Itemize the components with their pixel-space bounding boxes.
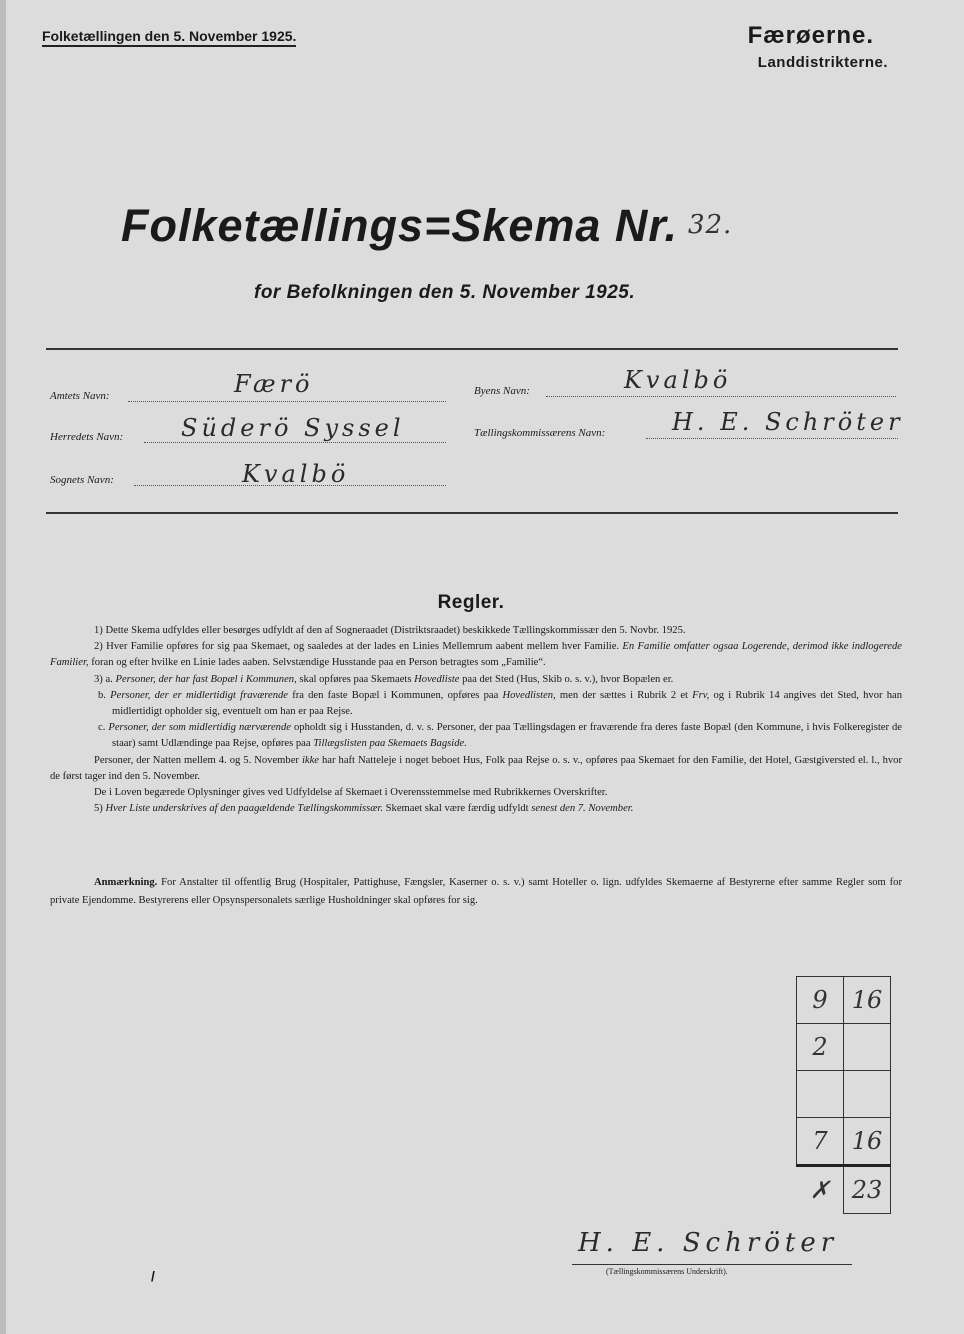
- rule-3c: [50, 720, 902, 752]
- rule-5: [50, 801, 902, 817]
- by-value: Kvalbö: [624, 366, 732, 394]
- herred-field: [50, 431, 123, 443]
- amt-label: Amtets Navn:: [50, 390, 110, 402]
- rule-3b-text: fra den faste Bopæl i Kommunen, opføres paa: [288, 689, 503, 701]
- rule-3a-hovedliste: Hovedliste: [414, 673, 460, 685]
- tally-row: [797, 1071, 891, 1118]
- signature-caption: (Tællingskommissærens Underskrift).: [606, 1267, 728, 1276]
- herred-value: Süderö Syssel: [181, 414, 405, 442]
- rule-3b-frv: Frv,: [692, 689, 710, 701]
- rule-3a-emphasis: Personer, der har fast Bopæl i Kommunen,: [115, 673, 297, 685]
- kommissaer-label: Tællingskommissærens Navn:: [474, 427, 606, 439]
- rule-loven: De i Loven begærede Oplysninger gives ved Udfyldelse af Skemaet i Overensstemmelse med Rubrikkernes Overskrifter.: [94, 787, 608, 799]
- census-date-header: Folketællingen den 5. November 1925.: [42, 28, 296, 47]
- region-header: [747, 22, 888, 71]
- rule-3b-text-end: og i Rubrik 14 angives det Sted, hvor han midlertidigt opholder sig, eventuelt om han er paa Rejse.: [112, 689, 903, 718]
- rule-3c-emphasis: Personer, der som midlertidig nærværende: [108, 722, 291, 734]
- rule-4: [50, 753, 902, 785]
- sogn-label: Sognets Navn:: [50, 474, 114, 486]
- rule-3a-text-end: paa det Sted (Hus, Skib o. s. v.), hvor Bopælen er.: [459, 673, 674, 685]
- tally-cell: [844, 1024, 891, 1071]
- amt-value: Færö: [234, 370, 314, 398]
- region-name: Færøerne.: [747, 22, 874, 49]
- rule-5-deadline: senest den 7. November.: [531, 803, 634, 815]
- kommissaer-field: [474, 427, 605, 439]
- bottom-divider: [46, 512, 898, 514]
- tally-cell: 7: [797, 1118, 844, 1166]
- herred-line: [144, 442, 446, 443]
- rule-3b-hovedlisten: Hovedlisten,: [502, 689, 556, 701]
- rule-2: [50, 639, 902, 671]
- amt-field: [50, 390, 110, 402]
- kommissaer-line: [646, 438, 898, 439]
- rule-3b: [50, 688, 902, 720]
- form-subtitle: for Befolkningen den 5. November 1925.: [254, 282, 636, 303]
- form-title: [121, 200, 732, 252]
- rule-2-emphasis: En Familie omfatter ogsaa Logerende, derimod ikke indlogerede Familier,: [50, 641, 902, 669]
- rule-3b-num: b.: [98, 689, 111, 701]
- note-text: For Anstalter til offentlig Brug (Hospitaler, Pattighuse, Fængsler, Kaserner o. s. v.) samt Hoteller o. lign. udfyldes Skemaerne af Bestyrerne efter samme Regler som for private Ejendomme. Bestyrerens eller Opsynspersonalets særlige Husholdninger skal opføres for sig.: [50, 877, 902, 906]
- herred-label: Herredets Navn:: [50, 431, 124, 443]
- top-divider: [46, 348, 898, 350]
- ink-mark: /: [151, 1268, 155, 1284]
- tally-box: [796, 976, 891, 1214]
- tally-cell: 23: [844, 1166, 891, 1214]
- tally-row: [797, 977, 891, 1024]
- tally-cell: 16: [844, 977, 891, 1024]
- rule-3c-num: c.: [98, 722, 109, 734]
- annotation-note: [50, 874, 902, 910]
- by-label: Byens Navn:: [474, 385, 530, 397]
- rule-5-text: Skemaet skal være færdig udfyldt: [382, 803, 532, 815]
- tally-cell: 16: [844, 1118, 891, 1166]
- rule-4-text: Personer, der Natten mellem 4. og 5. November: [94, 754, 302, 766]
- rule-3c-text: opholdt sig i Husstanden, d. v. s. Personer, der paa Tællingsdagen er fraværende fra deres faste Bopæl (den Kommune, i hvis Folkeregister de staar) samt Udlændinge paa Rejse, opføres paa: [112, 722, 902, 750]
- rule-2-text-end: foran og efter hvilke en Linie lades aaben. Selvstændige Husstande paa en Person betragtes som „Familie“.: [88, 657, 546, 669]
- rule-3b-text-2: men der sættes i Rubrik 2 et: [555, 689, 693, 701]
- signature-line: [572, 1264, 852, 1265]
- by-line: [546, 396, 896, 397]
- tally-cell: 2: [797, 1024, 844, 1071]
- signature: H. E. Schröter: [578, 1228, 839, 1258]
- tally-cell: [844, 1071, 891, 1118]
- rule-4-text-end: har haft Natteleje i noget beboet Hus, Folk paa Rejse o. s. v., opføres paa Skemaet for den Familie, det Hotel, Gæstgiversted el. l., hvor de først tager ind den 5. November.: [50, 754, 903, 782]
- rule-4-ikke: ikke: [301, 754, 320, 766]
- amt-line: [128, 401, 446, 402]
- rule-5-num: 5): [94, 803, 106, 815]
- tally-row: [797, 1024, 891, 1071]
- rule-3a-text: skal opføres paa Skemaets: [296, 673, 415, 685]
- form-number: 32.: [687, 210, 733, 240]
- rule-3b-emphasis: Personer, der er midlertidigt fraværende: [110, 689, 289, 701]
- note-lead: Anmærkning.: [94, 877, 158, 888]
- rules-body: [50, 623, 902, 817]
- rule-5-emphasis: Hver Liste underskrives af den paagældende Tællingskommissær.: [105, 803, 383, 815]
- tally-cell: [797, 1071, 844, 1118]
- rule-3a: [50, 672, 902, 688]
- tally-cell: ✗: [809, 1176, 830, 1205]
- form-title-text: Folketællings=Skema Nr.: [121, 200, 678, 251]
- tally-cell: 9: [797, 977, 844, 1024]
- subregion-name: Landdistrikterne.: [757, 54, 888, 71]
- tally-row: [797, 1166, 891, 1214]
- rule-2-text: 2) Hver Familie opføres for sig paa Skemaet, og saaledes at der lades en Linies Mellemrum aabent mellem hver Familie.: [94, 641, 623, 653]
- sogn-value: Kvalbö: [242, 460, 350, 488]
- rule-1: 1) Dette Skema udfyldes eller besørges udfyldt af den af Sogneraadet (Distriktsraadet) beskikkede Tællingskommissær den 5. Novbr. 1925.: [94, 625, 686, 636]
- rule-3a-num: 3) a.: [94, 673, 116, 685]
- sogn-field: [50, 474, 114, 486]
- tally-row: [797, 1118, 891, 1166]
- kommissaer-value: H. E. Schröter: [672, 408, 904, 436]
- by-field: [474, 385, 530, 397]
- rules-heading: Regler.: [437, 592, 505, 613]
- rule-3c-tillaegsliste: Tillægslisten paa Skemaets Bagside.: [313, 738, 467, 750]
